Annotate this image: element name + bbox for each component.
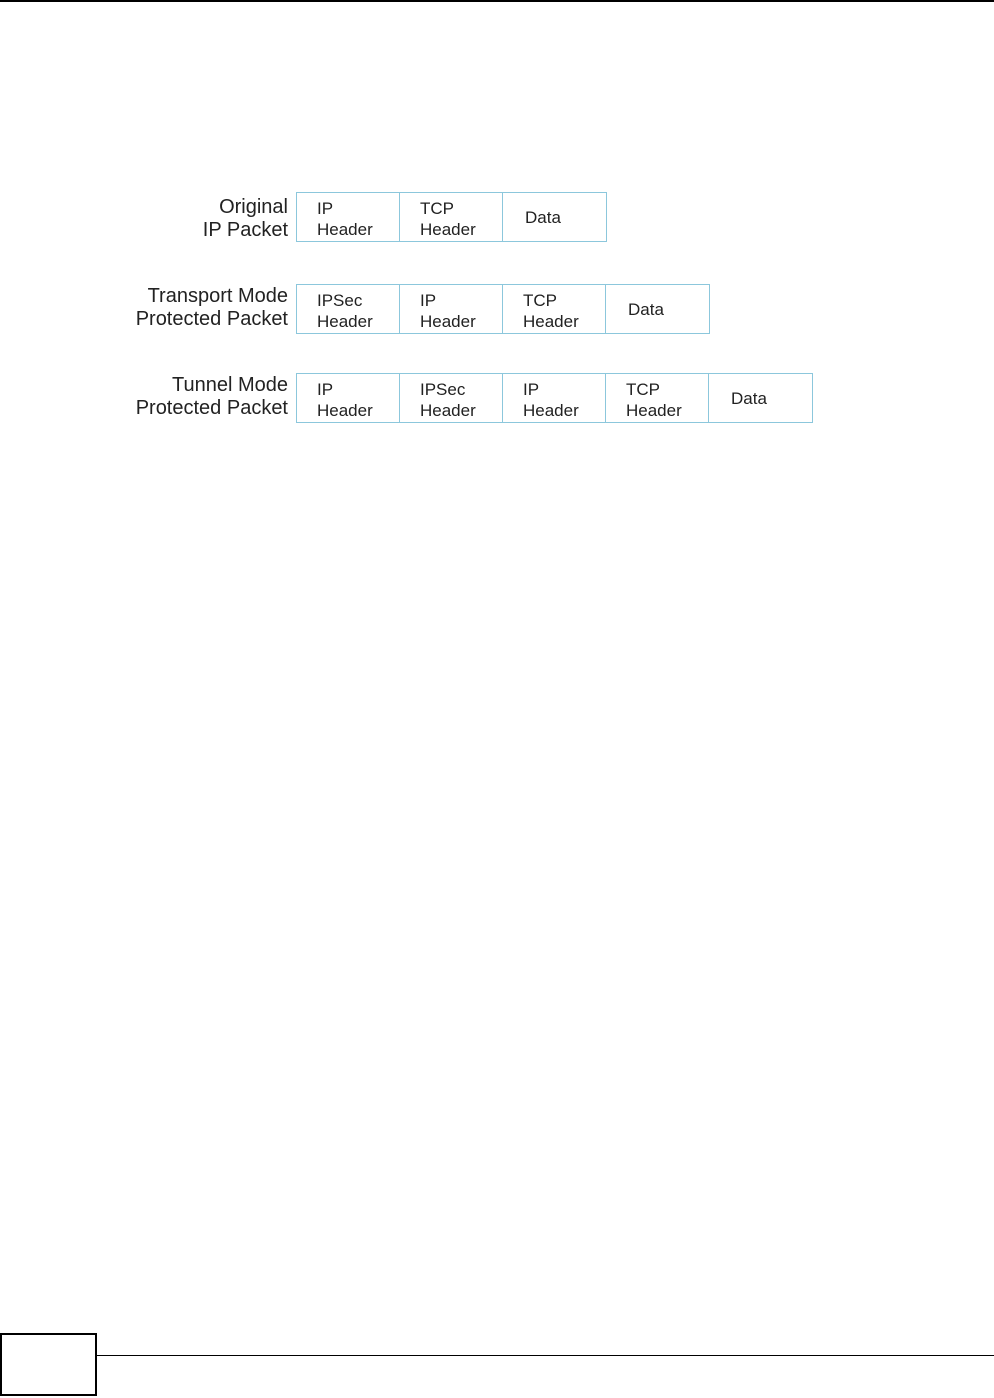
row-label-line: IP Packet xyxy=(202,219,288,241)
field-text: Data xyxy=(525,208,561,227)
packet xyxy=(296,373,813,423)
field-text: IP xyxy=(523,380,540,399)
field-text: TCP xyxy=(523,291,557,310)
packet-field xyxy=(503,374,606,422)
field-text: Header xyxy=(626,401,682,420)
page-number-box xyxy=(0,1333,97,1396)
field-text: TCP xyxy=(420,199,454,218)
field-text: IP xyxy=(317,380,334,399)
field-text: Header xyxy=(420,312,476,331)
packet-field xyxy=(297,285,400,333)
field-text: Header xyxy=(317,312,373,331)
field-text: Header xyxy=(317,401,373,420)
field-text: Header xyxy=(523,401,579,420)
packet-field xyxy=(503,285,606,333)
field-text: IPSec xyxy=(317,291,363,310)
row-label xyxy=(203,196,288,242)
field-text: Header xyxy=(523,312,579,331)
packet xyxy=(296,192,607,242)
field-text: IPSec xyxy=(420,380,466,399)
row-label xyxy=(136,285,288,331)
packet-field xyxy=(297,374,400,422)
packet xyxy=(296,284,710,334)
packet-field xyxy=(709,374,812,422)
field-text: Data xyxy=(731,389,767,408)
field-text: TCP xyxy=(626,380,660,399)
packet-field xyxy=(400,193,503,241)
field-text: Header xyxy=(420,401,476,420)
packet-field xyxy=(606,374,709,422)
row-label-line: Protected Packet xyxy=(135,397,288,419)
field-text: IP xyxy=(420,291,437,310)
packet-field xyxy=(606,285,709,333)
field-text: Header xyxy=(317,220,373,239)
ipsec-packet-diagram xyxy=(0,0,994,460)
field-text: Data xyxy=(628,300,664,319)
row-label-line: Transport Mode xyxy=(147,285,288,307)
packet-field xyxy=(297,193,400,241)
field-text: IP xyxy=(317,199,334,218)
packet-field xyxy=(503,193,606,241)
row-label-line: Protected Packet xyxy=(135,308,288,330)
row-label-line: Tunnel Mode xyxy=(172,374,288,396)
footer-rule xyxy=(97,1355,994,1356)
row-label-line: Original xyxy=(219,196,288,218)
row-label xyxy=(136,374,288,420)
packet-field xyxy=(400,285,503,333)
packet-field xyxy=(400,374,503,422)
field-text: Header xyxy=(420,220,476,239)
